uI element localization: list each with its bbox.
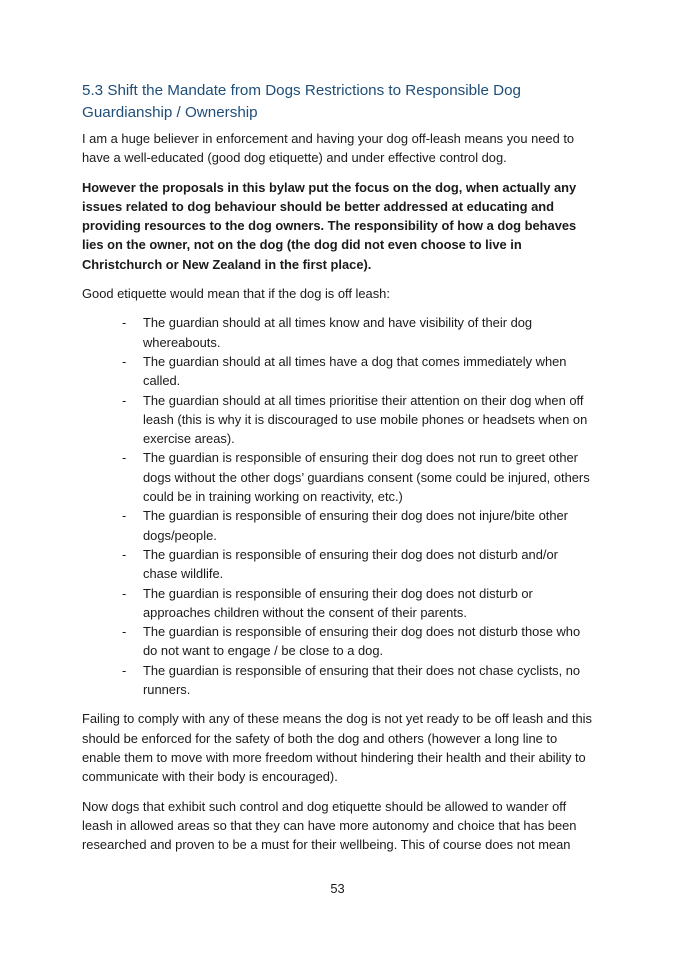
- list-marker: -: [122, 508, 127, 524]
- list-item-text: The guardian is responsible of ensuring their dog does not disturb or approaches children without the consent of their parents.: [143, 585, 533, 620]
- list-marker: -: [122, 315, 127, 331]
- list-item: [82, 622, 594, 661]
- list-marker: -: [122, 353, 127, 369]
- list-marker: -: [122, 546, 127, 562]
- list-marker: -: [122, 662, 127, 678]
- list-item: [82, 584, 594, 623]
- etiquette-intro: Good etiquette would mean that if the dog is off leash:: [82, 286, 390, 302]
- page-number: 53: [330, 881, 345, 896]
- list-item-text: The guardian should at all times know and have visibility of their dog whereabouts.: [143, 315, 533, 350]
- list-item-text: The guardian should at all times prioritise their attention on their dog when off leash (this is why it is discouraged to use mobile phones or headsets when on exercise areas).: [143, 392, 588, 447]
- section-heading: 5.3 Shift the Mandate from Dogs Restrictions to Responsible Dog Guardianship / Ownership: [82, 82, 521, 121]
- list-item: [82, 352, 594, 391]
- list-item: [82, 391, 594, 449]
- list-marker: -: [122, 585, 127, 601]
- list-item: [82, 506, 594, 545]
- list-item-text: The guardian should at all times have a dog that comes immediately when called.: [143, 353, 567, 389]
- list-item: [82, 313, 594, 352]
- list-item-text: The guardian is responsible of ensuring that their does not chase cyclists, no runners.: [143, 662, 581, 698]
- list-marker: -: [122, 624, 127, 640]
- intro-paragraph: I am a huge believer in enforcement and having your dog off-leash means you need to have a well-educated (good dog etiquette) and under effective control dog.: [82, 131, 575, 166]
- list-item-text: The guardian is responsible of ensuring their dog does not disturb and/or chase wildlife.: [143, 546, 558, 582]
- list-item: [82, 545, 594, 584]
- list-item-text: The guardian is responsible of ensuring their dog does not run to greet other dogs without the other dogs’ guardians consent (some could be injured, others could be in training working on reactivity, etc.): [143, 450, 590, 505]
- etiquette-list: [82, 313, 594, 699]
- bold-paragraph: However the proposals in this bylaw put the focus on the dog, when actually any issues related to dog behaviour should be better addressed at educating and providing resources to the dog owners. The responsibility of how a dog behaves lies on the owner, not on the dog (the dog did not even choose to live in Christchurch or New Zealand in the first place).: [82, 179, 577, 272]
- document-page: [82, 80, 594, 864]
- list-item-text: The guardian is responsible of ensuring their dog does not disturb those who do not want to engage / be close to a dog.: [143, 624, 581, 659]
- list-marker: -: [122, 450, 127, 466]
- list-item: [82, 448, 594, 506]
- failing-paragraph: Failing to comply with any of these means the dog is not yet ready to be off leash and this should be enforced for the safety of both the dog and others (however a long line to enable them to move with more freedom without hindering their health and their ability to communicate with their body is encouraged).: [82, 711, 592, 785]
- list-item-text: The guardian is responsible of ensuring their dog does not injure/bite other dogs/people.: [143, 508, 568, 543]
- list-marker: -: [122, 392, 127, 408]
- list-item: [82, 661, 594, 700]
- final-paragraph: Now dogs that exhibit such control and dog etiquette should be allowed to wander off leash in allowed areas so that they can have more autonomy and choice that has been researched and proven to be a must for their wellbeing. This of course does not mean: [82, 798, 577, 853]
